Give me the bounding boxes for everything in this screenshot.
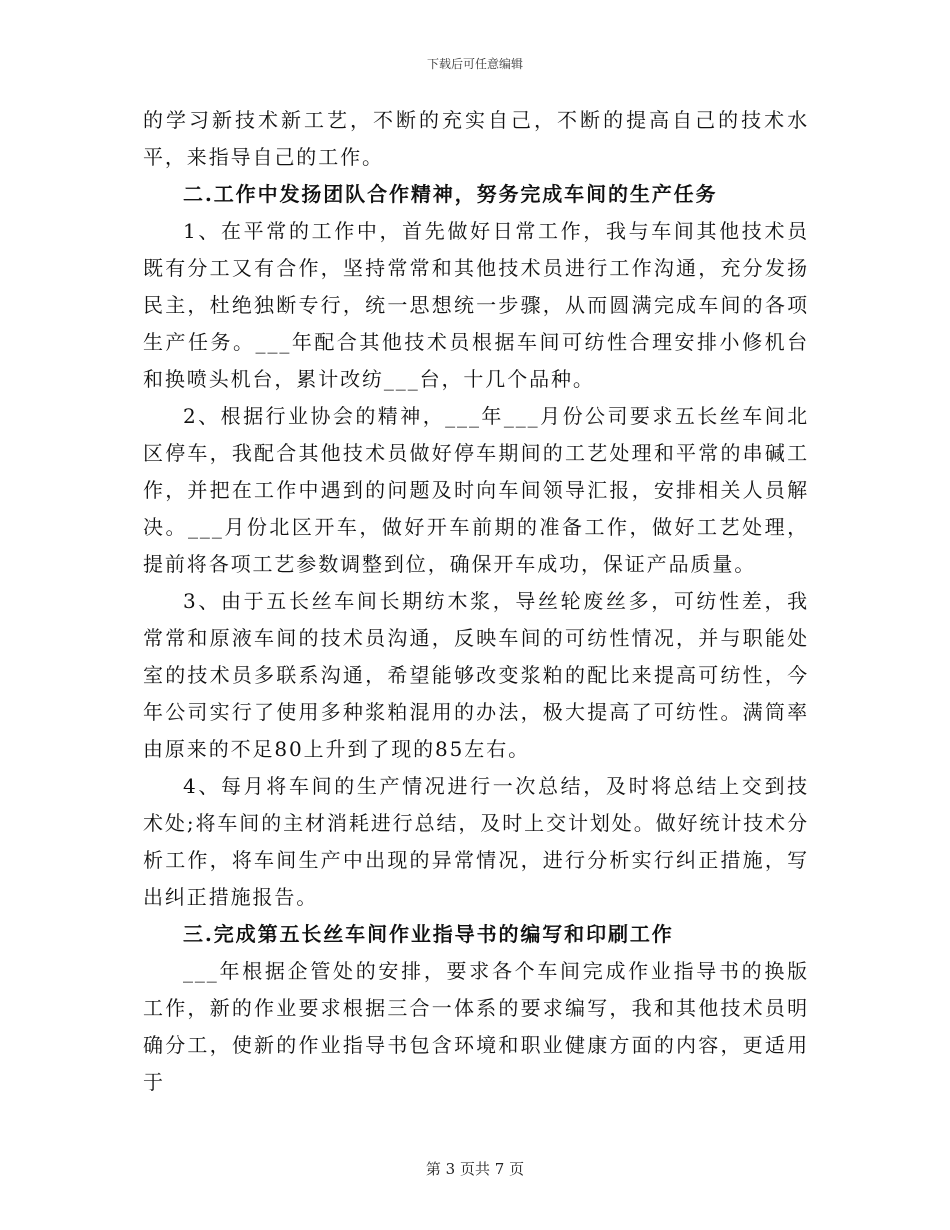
- section-heading-three: 三.完成第五长丝车间作业指导书的编写和印刷工作: [183, 922, 674, 946]
- paragraph-item-3: 3、由于五长丝车间长期纺木浆，导丝轮废丝多，可纺性差，我常常和原液车间的技术员沟通，反映车间的可纺性情况，并与职能处室的技术员多联系沟通，希望能够改变浆粕的配比来提高可纺性，今年公司实行了使用多种浆粕混用的办法，极大提高了可纺性。满筒率由原来的不足80上升到了现的85左右。: [143, 589, 809, 761]
- page-footer: 第 3 页共 7 页: [425, 1160, 525, 1178]
- paragraph-section-three: ___年根据企管处的安排，要求各个车间完成作业指导书的换版工作，新的作业要求根据三合一体系的要求编写，我和其他技术员明确分工，使新的作业指导书包含环境和职业健康方面的内容，更适用于: [143, 959, 809, 1094]
- paragraph-item-1: 1、在平常的工作中，首先做好日常工作，我与车间其他技术员既有分工又有合作，坚持常常和其他技术员进行工作沟通，充分发扬民主，杜绝独断专行，统一思想统一步骤，从而圆满完成车间的各项生产任务。___年配合其他技术员根据车间可纺性合理安排小修机台和换喷头机台，累计改纺___台，十几个品种。: [143, 219, 809, 391]
- document-body: [143, 102, 809, 1101]
- section-heading-two: 二.工作中发扬团队合作精神，努务完成车间的生产任务: [183, 182, 718, 206]
- paragraph-continuation: 的学习新技术新工艺，不断的充实自己，不断的提高自己的技术水平，来指导自己的工作。: [143, 108, 809, 169]
- paragraph-item-2: 2、根据行业协会的精神，___年___月份公司要求五长丝车间北区停车，我配合其他技术员做好停车期间的工艺处理和平常的串碱工作，并把在工作中遇到的问题及时向车间领导汇报，安排相关人员解决。___月份北区开车，做好开车前期的准备工作，做好工艺处理，提前将各项工艺参数调整到位，确保开车成功，保证产品质量。: [143, 404, 809, 576]
- page-header: 下载后可任意编辑: [426, 57, 523, 71]
- paragraph-item-4: 4、每月将车间的生产情况进行一次总结，及时将总结上交到技术处;将车间的主材消耗进行总结，及时上交计划处。做好统计技术分析工作，将车间生产中出现的异常情况，进行分析实行纠正措施，写出纠正措施报告。: [143, 774, 809, 909]
